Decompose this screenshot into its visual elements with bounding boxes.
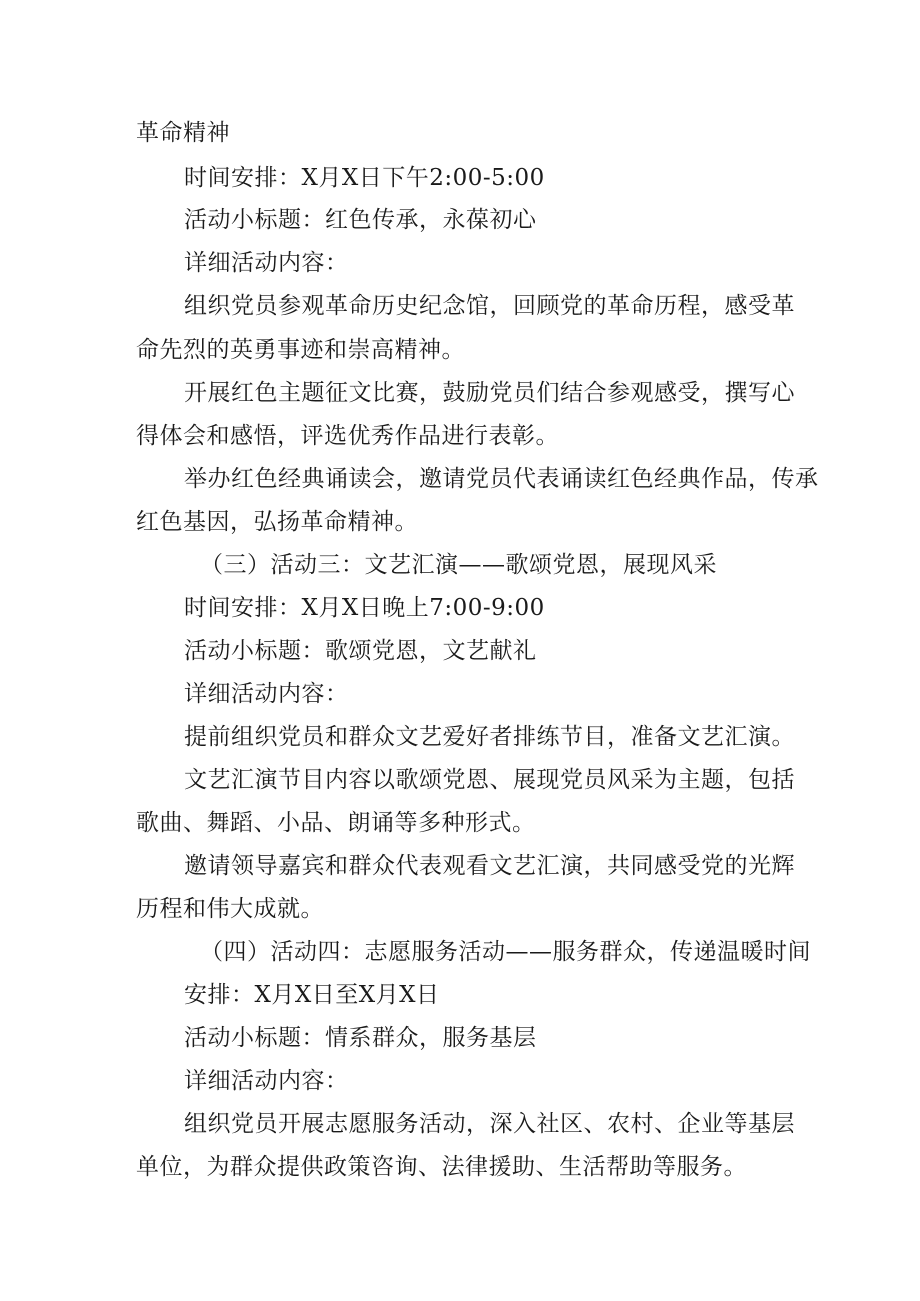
schedule-line: 时间安排：X月X日晚上7:00-9:00 (184, 595, 545, 621)
schedule-line: 时间安排：X月X日下午2:00-5:00 (184, 165, 545, 191)
paragraph-line: 命先烈的英勇事迹和崇高精神。 (136, 337, 465, 363)
details-label: 详细活动内容： (184, 681, 349, 707)
paragraph-line: 歌曲、舞蹈、小品、朗诵等多种形式。 (136, 810, 536, 836)
paragraph-line: 组织党员开展志愿服务活动，深入社区、农村、企业等基层 (184, 1111, 795, 1137)
paragraph-line: 组织党员参观革命历史纪念馆，回顾党的革命历程，感受革 (184, 293, 795, 319)
section-heading: （三）活动三：文艺汇演——歌颂党恩，展现风采 (200, 552, 717, 578)
paragraph-line: 文艺汇演节目内容以歌颂党恩、展现党员风采为主题，包括 (184, 767, 795, 793)
text-line: 革命精神 (136, 120, 230, 146)
section-heading: （四）活动四：志愿服务活动——服务群众，传递温暖时间 (200, 939, 811, 965)
paragraph-line: 历程和伟大成就。 (136, 896, 324, 922)
paragraph-line: 红色基因，弘扬革命精神。 (136, 509, 418, 535)
subtitle-line: 活动小标题：情系群众，服务基层 (184, 1025, 537, 1051)
paragraph-line: 开展红色主题征文比赛，鼓励党员们结合参观感受，撰写心 (184, 380, 795, 406)
details-label: 详细活动内容： (184, 250, 349, 276)
paragraph-line: 单位，为群众提供政策咨询、法律援助、生活帮助等服务。 (136, 1154, 747, 1180)
paragraph-line: 得体会和感悟，评选优秀作品进行表彰。 (136, 423, 559, 449)
paragraph-line: 邀请领导嘉宾和群众代表观看文艺汇演，共同感受党的光辉 (184, 853, 795, 879)
schedule-line: 安排：X月X日至X月X日 (184, 982, 440, 1008)
subtitle-line: 活动小标题：红色传承，永葆初心 (184, 207, 537, 233)
paragraph-line: 举办红色经典诵读会，邀请党员代表诵读红色经典作品，传承 (184, 466, 819, 492)
details-label: 详细活动内容： (184, 1068, 349, 1094)
subtitle-line: 活动小标题：歌颂党恩，文艺献礼 (184, 638, 537, 664)
paragraph-line: 提前组织党员和群众文艺爱好者排练节目，准备文艺汇演。 (184, 724, 795, 750)
